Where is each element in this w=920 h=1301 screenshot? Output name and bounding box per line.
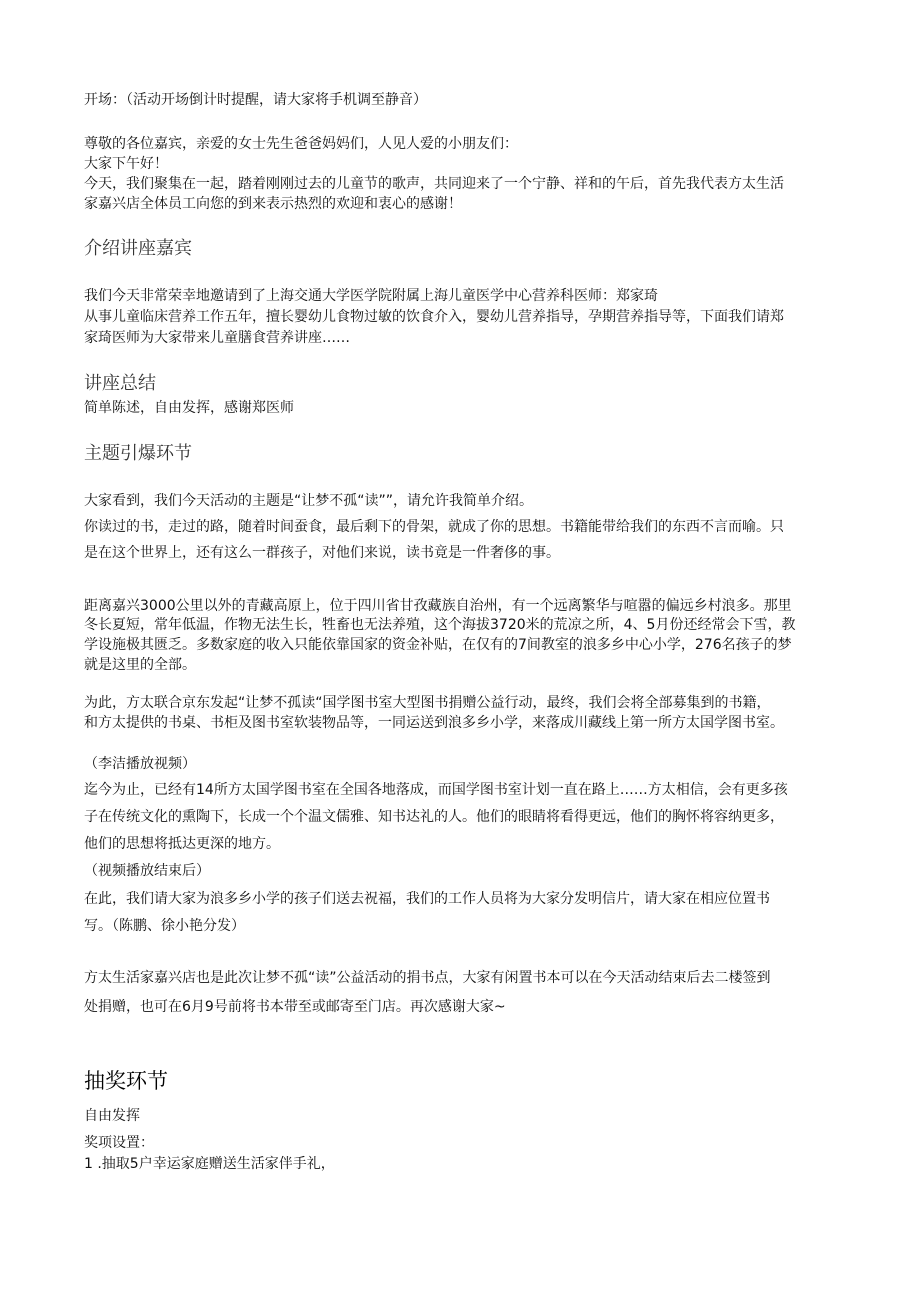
theme-p2-line-4: 就是这里的全部。 (84, 657, 196, 673)
video-end-note: （视频播放结束后） (84, 863, 210, 879)
theme-p2-line-2: 冬长夏短，常年低温，作物无法生长，牲畜也无法养殖，这个海拔3720米的荒凉之所，4、5月份还经常会下雪，教 (84, 617, 796, 633)
guest-line-1: 我们今天非常荣幸地邀请到了上海交通大学医学院附属上海儿童医学中心营养科医师：郑家琦 (84, 288, 658, 304)
theme-p3-line-1: 为此，方太联合京东发起“让梦不孤读“国学图书室大型图书捐赠公益行动，最终，我们会将全部募集到的书籍， (84, 695, 771, 711)
theme-p5-line-1: 在此，我们请大家为浪多乡小学的孩子们送去祝福，我们的工作人员将为大家分发明信片，请大家在相应位置书 (84, 891, 770, 907)
theme-p1-line-1: 大家看到，我们今天活动的主题是“让梦不孤“读””，请允许我简单介绍。 (84, 493, 534, 509)
heading-theme: 主题引爆环节 (84, 443, 192, 464)
theme-p4-line-1: 迄今为止，已经有14所方太国学图书室在全国各地落成，而国学图书室计划一直在路上……方太相信，会有更多孩 (84, 782, 788, 798)
lottery-line-1: 自由发挥 (84, 1108, 140, 1124)
theme-p2-line-1: 距离嘉兴3000公里以外的青藏高原上，位于四川省甘孜藏族自治州，有一个远离繁华与喧嚣的偏远乡村浪多。那里 (84, 598, 792, 614)
heading-summary: 讲座总结 (84, 373, 156, 394)
video-start-note: （李洁播放视频） (84, 756, 196, 772)
theme-p1-line-2: 你读过的书，走过的路，随着时间蚕食，最后剩下的骨架，就成了你的思想。书籍能带给我们的东西不言而喻。只 (84, 519, 784, 535)
guest-line-3: 家琦医师为大家带来儿童膳食营养讲座…… (84, 330, 350, 346)
heading-guest: 介绍讲座嘉宾 (84, 238, 192, 259)
theme-p2-line-3: 学设施极其匮乏。多数家庭的收入只能依靠国家的资金补贴，在仅有的7间教室的浪多乡中心小学，276名孩子的梦 (84, 637, 792, 653)
theme-p4-line-2: 子在传统文化的熏陶下，长成一个个温文儒雅、知书达礼的人。他们的眼睛将看得更远，他们的胸怀将容纳更多， (84, 809, 784, 825)
lottery-line-2: 奖项设置： (84, 1135, 154, 1151)
theme-p1-line-3: 是在这个世界上，还有这么一群孩子，对他们来说，读书竟是一件奢侈的事。 (84, 545, 560, 561)
theme-p5-line-2: 写。（陈鹏、徐小艳分发） (84, 918, 245, 934)
guest-line-2: 从事儿童临床营养工作五年，擅长婴幼儿食物过敏的饮食介入，婴幼儿营养指导，孕期营养指导等，下面我们请郑 (84, 309, 784, 325)
theme-p6-line-2: 处捐赠，也可在6月9号前将书本带至或邮寄至门店。再次感谢大家~ (84, 999, 506, 1015)
theme-p6-line-1: 方太生活家嘉兴店也是此次让梦不孤“读”公益活动的捐书点，大家有闲置书本可以在今天活动结束后去二楼签到 (84, 970, 771, 986)
theme-p4-line-3: 他们的思想将抵达更深的地方。 (84, 836, 280, 852)
greeting-welcome-line-2: 家嘉兴店全体员工向您的到来表示热烈的欢迎和衷心的感谢！ (84, 196, 462, 212)
greeting-welcome-line-1: 今天，我们聚集在一起，踏着刚刚过去的儿童节的歌声，共同迎来了一个宁静、祥和的午后，首先我代表方太生活 (84, 176, 784, 192)
lottery-item-1: 1 .抽取5户幸运家庭赠送生活家伴手礼， (84, 1156, 335, 1172)
heading-lottery: 抽奖环节 (84, 1069, 168, 1093)
theme-p3-line-2: 和方太提供的书桌、书柜及图书室软装物品等，一同运送到浪多乡小学，来落成川藏线上第一所方太国学图书室。 (84, 715, 784, 731)
summary-line-1: 简单陈述，自由发挥，感谢郑医师 (84, 400, 294, 416)
greeting-hello: 大家下午好！ (84, 156, 168, 172)
greeting-salutation: 尊敬的各位嘉宾，亲爱的女士先生爸爸妈妈们，人见人爱的小朋友们： (84, 136, 518, 152)
opening-line: 开场：（活动开场倒计时提醒，请大家将手机调至静音） (84, 92, 427, 108)
